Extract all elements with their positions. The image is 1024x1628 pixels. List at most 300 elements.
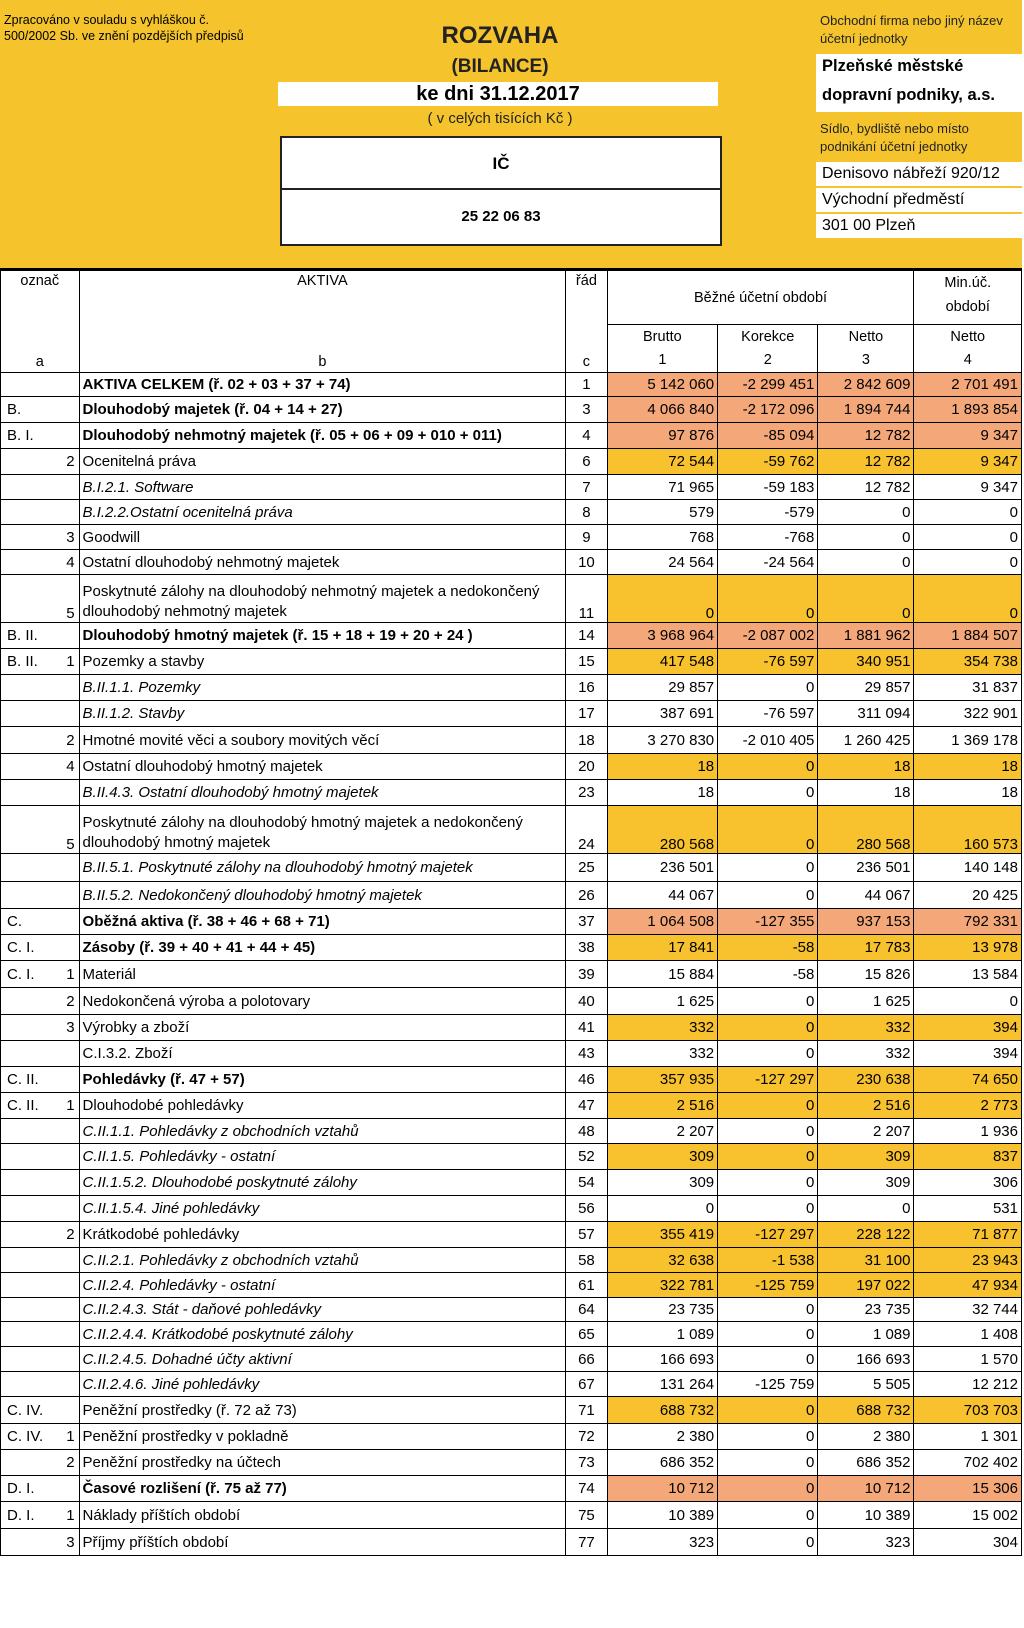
row-mark xyxy=(1,423,80,449)
netto-prev-value: 354 738 xyxy=(914,649,1022,675)
col-netto-prev-header: Netto xyxy=(914,325,1022,349)
korekce-value: 0 xyxy=(718,1041,818,1067)
netto-prev-value: 531 xyxy=(914,1196,1022,1222)
netto-prev-value: 837 xyxy=(914,1144,1022,1170)
table-row xyxy=(1,1015,1022,1041)
firm-label: Obchodní firma nebo jiný název účetní jednotky xyxy=(820,13,1003,46)
col-netto-prev-index: 4 xyxy=(914,349,1022,373)
row-mark-section: C. IV. xyxy=(7,1428,44,1445)
table-row xyxy=(1,525,1022,550)
row-description: C.II.1.1. Pohledávky z obchodních vztahů xyxy=(79,1119,566,1144)
netto-value: 18 xyxy=(818,780,914,806)
korekce-value: -2 299 451 xyxy=(718,373,818,397)
row-description: Dlouhodobý nehmotný majetek (ř. 05 + 06 + 09 + 010 + 011) xyxy=(79,423,566,449)
netto-prev-value: 1 301 xyxy=(914,1424,1022,1450)
row-description: Nedokončená výroba a polotovary xyxy=(79,988,566,1015)
row-number: 77 xyxy=(566,1529,607,1556)
korekce-value: -59 762 xyxy=(718,449,818,475)
col-netto-index: 3 xyxy=(818,349,914,373)
korekce-value: 0 xyxy=(718,1322,818,1347)
table-row xyxy=(1,449,1022,475)
netto-value: 937 153 xyxy=(818,909,914,935)
netto-prev-value: 394 xyxy=(914,1041,1022,1067)
row-mark-section: C. II. xyxy=(7,1097,39,1114)
row-mark xyxy=(1,1170,80,1196)
row-mark-section: C. xyxy=(7,913,22,930)
row-description: Dlouhodobé pohledávky xyxy=(79,1093,566,1119)
korekce-value: 0 xyxy=(718,575,818,623)
netto-value: 0 xyxy=(818,575,914,623)
table-row xyxy=(1,373,1022,397)
row-number: 54 xyxy=(566,1170,607,1196)
row-description: AKTIVA CELKEM (ř. 02 + 03 + 37 + 74) xyxy=(79,373,566,397)
netto-value: 1 881 962 xyxy=(818,623,914,649)
row-mark xyxy=(1,500,80,525)
col-mark-header xyxy=(1,271,80,373)
netto-prev-value: 0 xyxy=(914,575,1022,623)
brutto-value: 309 xyxy=(607,1144,718,1170)
table-row xyxy=(1,1476,1022,1502)
row-mark-item: 5 xyxy=(66,605,75,622)
korekce-value: 0 xyxy=(718,1476,818,1502)
row-number: 56 xyxy=(566,1196,607,1222)
assets-table-body xyxy=(1,373,1022,1556)
netto-prev-value: 15 002 xyxy=(914,1502,1022,1529)
balance-date: ke dni 31.12.2017 xyxy=(278,82,718,106)
netto-prev-value: 703 703 xyxy=(914,1397,1022,1424)
netto-prev-value: 23 943 xyxy=(914,1248,1022,1273)
netto-prev-value: 0 xyxy=(914,988,1022,1015)
brutto-value: 23 735 xyxy=(607,1298,718,1322)
row-mark-section: D. I. xyxy=(7,1506,35,1524)
row-description: C.II.2.4.4. Krátkodobé poskytnuté zálohy xyxy=(79,1322,566,1347)
row-number: 67 xyxy=(566,1372,607,1397)
row-number: 3 xyxy=(566,397,607,423)
row-description: Krátkodobé pohledávky xyxy=(79,1222,566,1248)
korekce-value: -127 297 xyxy=(718,1222,818,1248)
korekce-value: 0 xyxy=(718,1347,818,1372)
netto-value: 166 693 xyxy=(818,1347,914,1372)
netto-value: 1 894 744 xyxy=(818,397,914,423)
row-mark-item: 3 xyxy=(66,1533,75,1551)
row-description: C.II.2.4. Pohledávky - ostatní xyxy=(79,1273,566,1298)
table-row xyxy=(1,623,1022,649)
brutto-value: 18 xyxy=(607,780,718,806)
row-description: B.II.1.1. Pozemky xyxy=(79,675,566,701)
col-rad-index: c xyxy=(582,354,591,370)
netto-prev-value: 20 425 xyxy=(914,882,1022,909)
brutto-value: 71 965 xyxy=(607,475,718,500)
netto-value: 0 xyxy=(818,550,914,575)
table-row xyxy=(1,475,1022,500)
table-row xyxy=(1,550,1022,575)
brutto-value: 355 419 xyxy=(607,1222,718,1248)
row-mark xyxy=(1,909,80,935)
row-description: C.II.1.5.2. Dlouhodobé poskytnuté zálohy xyxy=(79,1170,566,1196)
netto-prev-value: 306 xyxy=(914,1170,1022,1196)
brutto-value: 18 xyxy=(607,754,718,780)
brutto-value: 236 501 xyxy=(607,854,718,882)
netto-value: 18 xyxy=(818,754,914,780)
brutto-value: 1 089 xyxy=(607,1322,718,1347)
col-mark-index: a xyxy=(35,354,44,370)
row-description: Pohledávky (ř. 47 + 57) xyxy=(79,1067,566,1093)
row-description: Ostatní dlouhodobý nehmotný majetek xyxy=(79,550,566,575)
row-description: Příjmy příštích období xyxy=(79,1529,566,1556)
korekce-value: 0 xyxy=(718,1424,818,1450)
brutto-value: 387 691 xyxy=(607,701,718,727)
row-mark xyxy=(1,397,80,423)
brutto-value: 1 625 xyxy=(607,988,718,1015)
row-number: 61 xyxy=(566,1273,607,1298)
col-brutto-header: Brutto xyxy=(607,325,718,349)
row-number: 74 xyxy=(566,1476,607,1502)
brutto-value: 166 693 xyxy=(607,1347,718,1372)
brutto-value: 322 781 xyxy=(607,1273,718,1298)
table-row xyxy=(1,1322,1022,1347)
brutto-value: 44 067 xyxy=(607,882,718,909)
brutto-value: 1 064 508 xyxy=(607,909,718,935)
netto-prev-value: 18 xyxy=(914,754,1022,780)
row-mark xyxy=(1,882,80,909)
netto-value: 197 022 xyxy=(818,1273,914,1298)
row-number: 25 xyxy=(566,854,607,882)
brutto-value: 131 264 xyxy=(607,1372,718,1397)
table-row xyxy=(1,727,1022,754)
row-number: 41 xyxy=(566,1015,607,1041)
brutto-value: 97 876 xyxy=(607,423,718,449)
row-number: 17 xyxy=(566,701,607,727)
netto-value: 688 732 xyxy=(818,1397,914,1424)
row-description: Dlouhodobý majetek (ř. 04 + 14 + 27) xyxy=(79,397,566,423)
brutto-value: 10 389 xyxy=(607,1502,718,1529)
korekce-value: -2 087 002 xyxy=(718,623,818,649)
row-description: C.I.3.2. Zboží xyxy=(79,1041,566,1067)
row-mark xyxy=(1,780,80,806)
netto-value: 12 782 xyxy=(818,423,914,449)
units-note: ( v celých tisících Kč ) xyxy=(427,110,573,127)
netto-value: 1 260 425 xyxy=(818,727,914,754)
table-row xyxy=(1,1502,1022,1529)
table-row xyxy=(1,806,1022,854)
row-mark xyxy=(1,935,80,961)
netto-prev-value: 13 978 xyxy=(914,935,1022,961)
korekce-value: -127 297 xyxy=(718,1067,818,1093)
row-number: 64 xyxy=(566,1298,607,1322)
korekce-value: 0 xyxy=(718,1529,818,1556)
col-assets-label: AKTIVA xyxy=(297,273,348,289)
netto-prev-value: 322 901 xyxy=(914,701,1022,727)
col-assets-index: b xyxy=(318,354,327,370)
row-mark-section: C. I. xyxy=(7,939,35,956)
netto-value: 10 712 xyxy=(818,1476,914,1502)
brutto-value: 72 544 xyxy=(607,449,718,475)
netto-prev-value: 12 212 xyxy=(914,1372,1022,1397)
table-row xyxy=(1,961,1022,988)
row-description: B.II.1.2. Stavby xyxy=(79,701,566,727)
row-number: 23 xyxy=(566,780,607,806)
korekce-value: -59 183 xyxy=(718,475,818,500)
row-number: 71 xyxy=(566,1397,607,1424)
brutto-value: 357 935 xyxy=(607,1067,718,1093)
current-period-header: Běžné účetní období xyxy=(607,271,914,325)
row-number: 4 xyxy=(566,423,607,449)
col-korekce-header: Korekce xyxy=(718,325,818,349)
netto-value: 44 067 xyxy=(818,882,914,909)
netto-value: 332 xyxy=(818,1041,914,1067)
row-number: 58 xyxy=(566,1248,607,1273)
row-mark xyxy=(1,854,80,882)
assets-table xyxy=(0,270,1022,1556)
table-row xyxy=(1,675,1022,701)
netto-value: 280 568 xyxy=(818,806,914,854)
firm-name xyxy=(816,54,1024,112)
row-mark-item: 2 xyxy=(66,1454,75,1471)
row-number: 26 xyxy=(566,882,607,909)
korekce-value: -24 564 xyxy=(718,550,818,575)
table-row xyxy=(1,754,1022,780)
netto-value: 340 951 xyxy=(818,649,914,675)
header xyxy=(0,0,1022,270)
row-number: 20 xyxy=(566,754,607,780)
row-number: 40 xyxy=(566,988,607,1015)
korekce-value: 0 xyxy=(718,754,818,780)
netto-prev-value: 15 306 xyxy=(914,1476,1022,1502)
col-rad-header xyxy=(566,271,607,373)
brutto-value: 688 732 xyxy=(607,1397,718,1424)
row-number: 18 xyxy=(566,727,607,754)
netto-prev-value: 71 877 xyxy=(914,1222,1022,1248)
col-assets-header xyxy=(79,271,566,373)
row-description: C.II.2.4.5. Dohadné účty aktivní xyxy=(79,1347,566,1372)
table-row xyxy=(1,701,1022,727)
table-row xyxy=(1,1144,1022,1170)
netto-value: 686 352 xyxy=(818,1450,914,1476)
row-mark xyxy=(1,1041,80,1067)
netto-value: 0 xyxy=(818,1196,914,1222)
row-mark xyxy=(1,1015,80,1041)
row-number: 14 xyxy=(566,623,607,649)
table-row xyxy=(1,854,1022,882)
row-description: B.I.2.2.Ostatní ocenitelná práva xyxy=(79,500,566,525)
korekce-value: 0 xyxy=(718,1170,818,1196)
netto-prev-value: 1 936 xyxy=(914,1119,1022,1144)
col-netto-header: Netto xyxy=(818,325,914,349)
korekce-value: 0 xyxy=(718,1119,818,1144)
row-number: 52 xyxy=(566,1144,607,1170)
brutto-value: 309 xyxy=(607,1170,718,1196)
korekce-value: -76 597 xyxy=(718,649,818,675)
row-number: 57 xyxy=(566,1222,607,1248)
row-mark xyxy=(1,649,80,675)
netto-value: 0 xyxy=(818,525,914,550)
netto-prev-value: 47 934 xyxy=(914,1273,1022,1298)
table-row xyxy=(1,1424,1022,1450)
brutto-value: 15 884 xyxy=(607,961,718,988)
netto-value: 1 625 xyxy=(818,988,914,1015)
prev-period-header: Min.úč. období xyxy=(914,271,1022,325)
row-mark xyxy=(1,806,80,854)
row-mark xyxy=(1,1372,80,1397)
netto-prev-value: 2 701 491 xyxy=(914,373,1022,397)
row-mark-section: C. I. xyxy=(7,965,35,983)
korekce-value: -58 xyxy=(718,961,818,988)
netto-prev-value: 32 744 xyxy=(914,1298,1022,1322)
row-mark xyxy=(1,1222,80,1248)
col-korekce-index: 2 xyxy=(718,349,818,373)
row-mark xyxy=(1,525,80,550)
table-row xyxy=(1,575,1022,623)
netto-value: 12 782 xyxy=(818,475,914,500)
address xyxy=(816,162,1024,240)
ic-value: 25 22 06 83 xyxy=(461,208,541,225)
netto-value: 311 094 xyxy=(818,701,914,727)
row-mark-item: 1 xyxy=(66,965,75,983)
netto-value: 309 xyxy=(818,1144,914,1170)
row-mark-section: B. II. xyxy=(7,653,38,670)
row-description: Pozemky a stavby xyxy=(79,649,566,675)
brutto-value: 0 xyxy=(607,1196,718,1222)
row-description: Poskytnuté zálohy na dlouhodobý hmotný majetek a nedokončený dlouhodobý hmotný majetek xyxy=(79,806,566,854)
row-description: Poskytnuté zálohy na dlouhodobý nehmotný majetek a nedokončený dlouhodobý nehmotný majetek xyxy=(79,575,566,623)
row-number: 72 xyxy=(566,1424,607,1450)
row-mark-item: 3 xyxy=(66,1019,75,1036)
netto-value: 2 516 xyxy=(818,1093,914,1119)
row-description: C.II.2.4.3. Stát - daňové pohledávky xyxy=(79,1298,566,1322)
table-row xyxy=(1,1248,1022,1273)
row-number: 46 xyxy=(566,1067,607,1093)
row-mark-section: B. xyxy=(7,401,22,418)
row-mark-item: 5 xyxy=(66,836,75,853)
row-description: C.II.2.1. Pohledávky z obchodních vztahů xyxy=(79,1248,566,1273)
korekce-value: 0 xyxy=(718,1015,818,1041)
col-brutto-index: 1 xyxy=(607,349,718,373)
table-row xyxy=(1,1222,1022,1248)
brutto-value: 417 548 xyxy=(607,649,718,675)
row-mark xyxy=(1,575,80,623)
netto-prev-value: 9 347 xyxy=(914,475,1022,500)
row-number: 15 xyxy=(566,649,607,675)
korekce-value: 0 xyxy=(718,1502,818,1529)
legal-note: Zpracováno v souladu s vyhláškou č. 500/2002 Sb. ve znění pozdějších předpisů xyxy=(4,13,244,43)
korekce-value: 0 xyxy=(718,806,818,854)
row-mark xyxy=(1,675,80,701)
korekce-value: 0 xyxy=(718,1196,818,1222)
netto-value: 12 782 xyxy=(818,449,914,475)
row-mark-item: 1 xyxy=(66,653,75,670)
address-line-1: Denisovo nábřeží 920/12 xyxy=(816,162,1024,186)
row-mark xyxy=(1,550,80,575)
netto-prev-value: 9 347 xyxy=(914,449,1022,475)
netto-value: 309 xyxy=(818,1170,914,1196)
row-mark-item: 2 xyxy=(66,453,75,470)
brutto-value: 3 968 964 xyxy=(607,623,718,649)
table-row xyxy=(1,1170,1022,1196)
korekce-value: 0 xyxy=(718,854,818,882)
table-row xyxy=(1,1529,1022,1556)
address-line-3: 301 00 Plzeň xyxy=(816,214,1024,238)
korekce-value: -76 597 xyxy=(718,701,818,727)
table-row xyxy=(1,1273,1022,1298)
netto-value: 230 638 xyxy=(818,1067,914,1093)
brutto-value: 2 516 xyxy=(607,1093,718,1119)
row-number: 48 xyxy=(566,1119,607,1144)
row-mark xyxy=(1,1144,80,1170)
col-mark-label: označ xyxy=(20,273,60,289)
brutto-value: 0 xyxy=(607,575,718,623)
row-mark xyxy=(1,1067,80,1093)
korekce-value: 0 xyxy=(718,675,818,701)
row-mark-section: B. I. xyxy=(7,427,34,444)
seat-label: Sídlo, bydliště nebo místo podnikání účetní jednotky xyxy=(820,121,969,154)
row-mark-item: 2 xyxy=(66,731,75,749)
row-mark xyxy=(1,1476,80,1502)
table-row xyxy=(1,1196,1022,1222)
korekce-value: -85 094 xyxy=(718,423,818,449)
korekce-value: -2 010 405 xyxy=(718,727,818,754)
row-mark-item: 4 xyxy=(66,758,75,775)
row-mark-item: 4 xyxy=(66,553,75,571)
table-row xyxy=(1,1347,1022,1372)
korekce-value: -127 355 xyxy=(718,909,818,935)
korekce-value: -2 172 096 xyxy=(718,397,818,423)
firm-name-line-1: Plzeňské městské xyxy=(822,57,964,75)
netto-value: 5 505 xyxy=(818,1372,914,1397)
table-row xyxy=(1,1093,1022,1119)
row-mark xyxy=(1,1424,80,1450)
netto-prev-value: 160 573 xyxy=(914,806,1022,854)
firm-name-line-2: dopravní podniky, a.s. xyxy=(822,86,995,104)
korekce-value: 0 xyxy=(718,1397,818,1424)
row-number: 24 xyxy=(566,806,607,854)
row-description: B.II.5.2. Nedokončený dlouhodobý hmotný majetek xyxy=(79,882,566,909)
brutto-value: 579 xyxy=(607,500,718,525)
korekce-value: 0 xyxy=(718,1093,818,1119)
row-mark-section: C. II. xyxy=(7,1071,39,1088)
netto-value: 323 xyxy=(818,1529,914,1556)
brutto-value: 332 xyxy=(607,1041,718,1067)
row-mark-item: 1 xyxy=(66,1428,75,1445)
row-mark xyxy=(1,1248,80,1273)
netto-prev-value: 0 xyxy=(914,500,1022,525)
row-mark-item: 3 xyxy=(66,528,75,546)
netto-prev-value: 1 369 178 xyxy=(914,727,1022,754)
netto-prev-value: 2 773 xyxy=(914,1093,1022,1119)
row-mark-section: C. IV. xyxy=(7,1401,44,1419)
row-description: Ostatní dlouhodobý hmotný majetek xyxy=(79,754,566,780)
korekce-value: -1 538 xyxy=(718,1248,818,1273)
korekce-value: 0 xyxy=(718,1450,818,1476)
row-description: Výrobky a zboží xyxy=(79,1015,566,1041)
row-number: 10 xyxy=(566,550,607,575)
row-description: Časové rozlišení (ř. 75 až 77) xyxy=(79,1476,566,1502)
ic-box xyxy=(280,136,722,246)
netto-prev-value: 0 xyxy=(914,525,1022,550)
netto-prev-value: 394 xyxy=(914,1015,1022,1041)
row-number: 43 xyxy=(566,1041,607,1067)
row-mark xyxy=(1,1196,80,1222)
netto-value: 23 735 xyxy=(818,1298,914,1322)
brutto-value: 280 568 xyxy=(607,806,718,854)
row-description: Peněžní prostředky (ř. 72 až 73) xyxy=(79,1397,566,1424)
netto-value: 10 389 xyxy=(818,1502,914,1529)
brutto-value: 332 xyxy=(607,1015,718,1041)
ic-label: IČ xyxy=(492,154,510,173)
row-description: Oběžná aktiva (ř. 38 + 46 + 68 + 71) xyxy=(79,909,566,935)
row-mark xyxy=(1,373,80,397)
table-row xyxy=(1,1298,1022,1322)
row-description: Hmotné movité věci a soubory movitých věcí xyxy=(79,727,566,754)
